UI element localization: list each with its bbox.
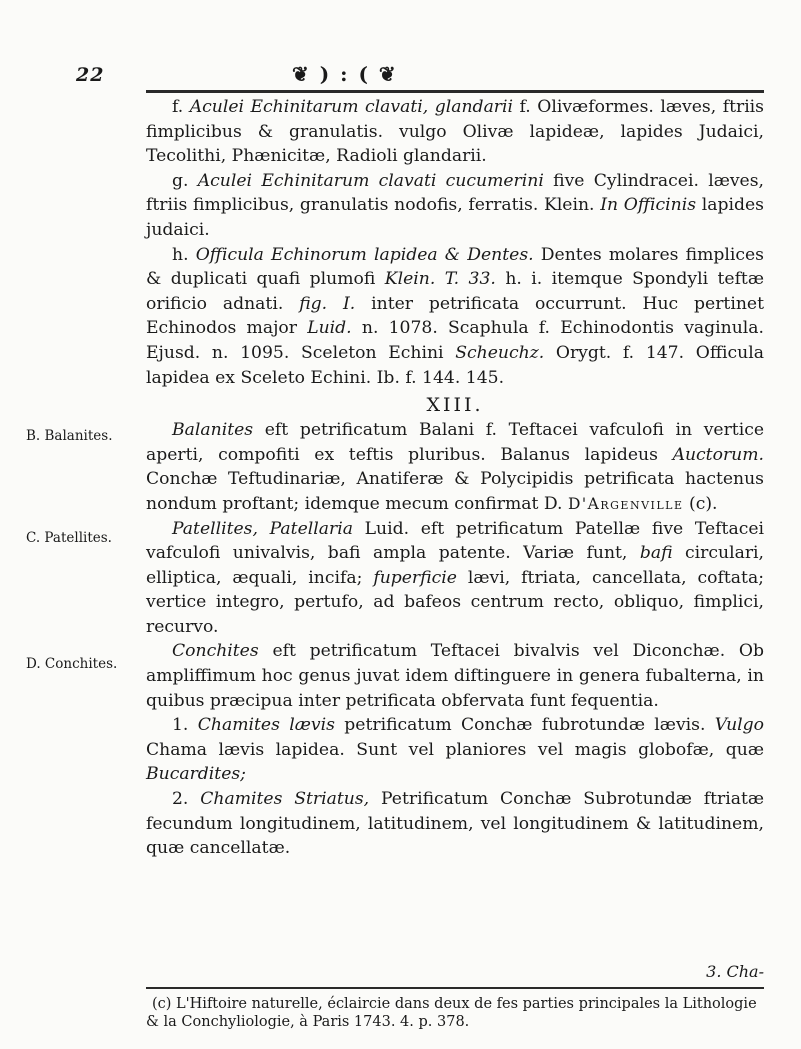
- balanites-author: D'Argenville: [567, 494, 684, 513]
- paragraph-h-text-3: inter petrificata occurrunt. Huc pertinet Echinodos major: [146, 293, 764, 339]
- paragraph-f-text: f. Olivæformes. læves, ftriis fimplicibus & granulatis. vulgo Olivæ lapideæ, lapides Judaici, Tecolithi, Phænicitæ, Radioli glandarii.: [146, 97, 765, 167]
- patellites-text-1: Luid. eft petrificatum Patellæ five Teftacei vafculofi univalvis, bafi ampla patente. Variæ funt,: [146, 518, 764, 564]
- margin-note-patellites: C. Patellites.: [26, 530, 112, 546]
- paragraph-h-italic-4: Scheuchz.: [455, 342, 545, 363]
- paragraph-g-label: g.: [172, 170, 189, 191]
- paragraph-h: [146, 243, 764, 391]
- list-item-2-title: Chamites Striatus,: [200, 789, 370, 810]
- patellites-text-2: circulari, elliptica, æquali, incifa;: [146, 543, 765, 588]
- list-item-1-title: Chamites lævis: [197, 715, 335, 736]
- catchword: 3. Cha-: [706, 962, 764, 981]
- paragraph-h-text-5: Orygt. f. 147. Officula lapidea ex Sceleto Echini. Ib. f. 144. 145.: [146, 342, 764, 388]
- patellites-italic-1: bafi: [639, 543, 673, 564]
- margin-note-conchites: D. Conchites.: [26, 656, 118, 672]
- balanites-text-2: Conchæ Teftudinariæ, Anatiferæ & Polycipidis petrificata hactenus nondum proftant; idemque mecum confirmat D.: [146, 469, 764, 514]
- list-item-2: [146, 787, 764, 861]
- list-item-1-text-2: Chama lævis lapidea. Sunt vel planiores vel magis globofæ, quæ: [146, 739, 764, 760]
- list-item-2-text: Petrificatum Conchæ Subrotundæ ftriatæ fecundum longitudinem, latitudinem, vel longitudinem & latitudinem, quæ cancellatæ.: [146, 789, 765, 859]
- patellites-text-3: lævi, ftriata, cancellata, coftata; vertice integro, pertufo, ad bafeos centrum recto, obliquo, fimplici, recurvo.: [146, 567, 764, 637]
- section-heading: XIII.: [426, 394, 484, 417]
- paragraph-conchites: [146, 639, 764, 713]
- paragraph-h-italic-1: Klein. T. 33.: [384, 269, 496, 290]
- running-head: [0, 62, 801, 92]
- paragraph-h-text-1: Dentes molares fimplices & duplicati quafi plumofi: [146, 244, 764, 290]
- paragraph-h-label: h.: [172, 244, 189, 265]
- paragraph-h-italic-2: fig. I.: [299, 293, 356, 314]
- paragraph-f-label: f.: [172, 97, 184, 117]
- list-item-1-number: 1.: [172, 715, 189, 736]
- paragraph-h-text-2: h. i. itemque Spondyli teftæ orificio adnati.: [146, 269, 764, 314]
- balanites-text-3: (c).: [689, 493, 718, 514]
- balanites-italic: Auctorum.: [672, 444, 764, 465]
- page-number: 22: [76, 64, 105, 86]
- conchites-text: eft petrificatum Teftacei bivalvis vel Diconchæ. Ob ampliffimum hoc genus juvat idem diftinguere in genera fubalterna, in quibus præcipua inter petrificata obfervata funt fequentia.: [146, 641, 765, 711]
- paragraph-g-italic: In Officinis: [600, 195, 697, 216]
- list-item-1-text-1: petrificatum Conchæ fubrotundæ lævis.: [344, 715, 706, 736]
- paragraph-h-title: Officula Echinorum lapidea & Dentes.: [195, 244, 534, 265]
- balanites-title: Balanites: [172, 420, 254, 441]
- paragraph-f: [146, 95, 764, 169]
- head-rule: [146, 90, 764, 93]
- footnote: (c) L'Hiftoire naturelle, éclaircie dans deux de fes parties principales la Lithologie & la Conchyliologie, à Paris 1743. 4. p. 378.: [146, 996, 757, 1030]
- body-text: [146, 95, 764, 861]
- list-item-1-italic-2: Bucardites;: [146, 764, 246, 785]
- paragraph-balanites: [146, 418, 764, 516]
- paragraph-patellites: [146, 517, 764, 640]
- list-item-1: [146, 713, 764, 787]
- conchites-title: Conchites: [172, 641, 259, 662]
- paragraph-h-text-4: n. 1078. Scaphula f. Echinodontis vaginula. Ejusd. n. 1095. Sceleton Echini: [146, 318, 765, 363]
- paragraph-h-italic-3: Luid.: [307, 318, 352, 339]
- list-item-2-number: 2.: [172, 789, 189, 810]
- paragraph-g-text-1: five Cylindracei. læves, ftriis fimplicibus, granulatis nodofis, ferratis. Klein.: [146, 170, 765, 216]
- patellites-title: Patellites, Patellaria: [172, 518, 353, 539]
- paragraph-g: [146, 169, 764, 243]
- paragraph-g-title: Aculei Echinitarum clavati cucumerini: [197, 170, 544, 191]
- list-item-1-italic-1: Vulgo: [714, 715, 765, 736]
- paragraph-f-title: Aculei Echinitarum clavati, glandarii: [189, 97, 514, 117]
- patellites-italic-2: fuperficie: [373, 567, 457, 588]
- head-ornament: ❦ ) : ( ❦: [292, 62, 398, 86]
- catchword-rule: [146, 987, 764, 989]
- balanites-text-1: eft petrificatum Balani f. Teftacei vafculofi in vertice aperti, compofiti ex teftis pluribus. Balanus lapideus: [146, 420, 764, 465]
- paragraph-g-text-2: lapides judaici.: [146, 195, 764, 240]
- margin-note-balanites: B. Balanites.: [26, 428, 113, 444]
